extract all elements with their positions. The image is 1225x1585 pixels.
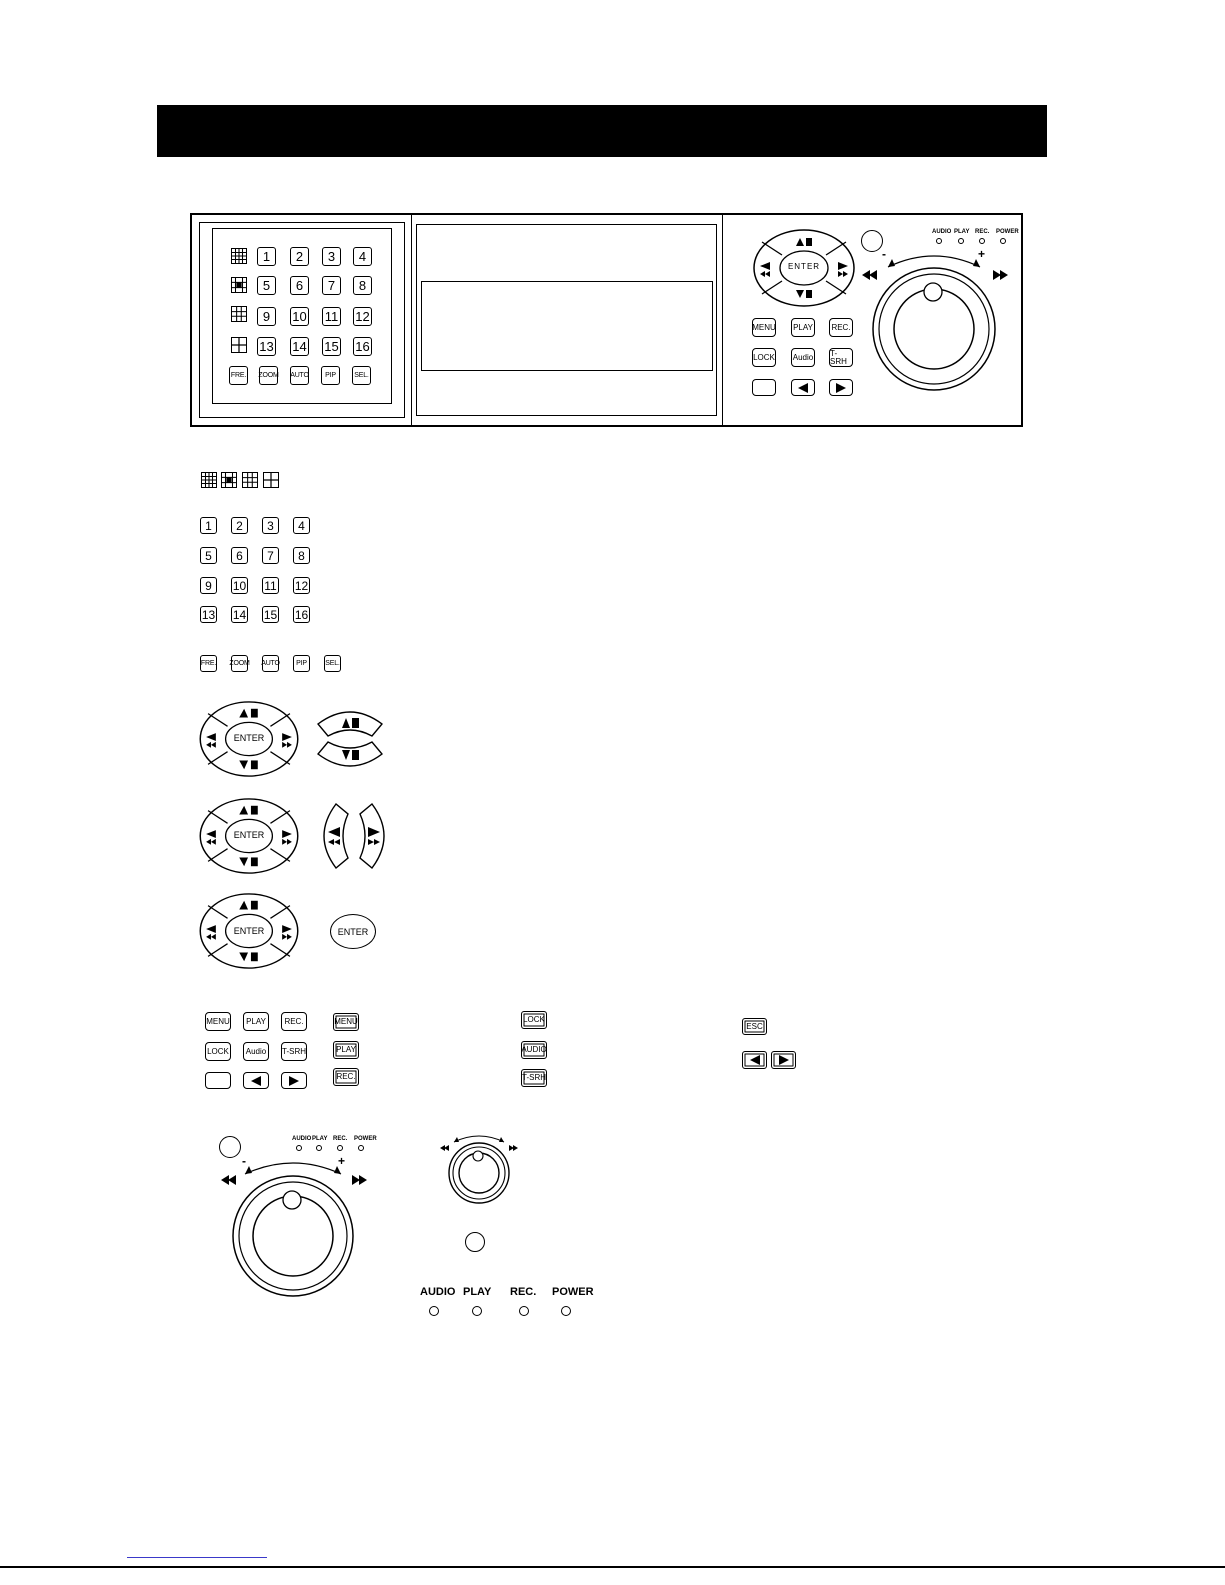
legend-left-key <box>742 1051 767 1069</box>
legend-channel-16-key: 16 <box>294 607 309 622</box>
legend-esc-button-blank <box>205 1072 231 1089</box>
legend-channel-3-key: 3 <box>262 517 279 534</box>
legend-led-large-0-indicator <box>429 1306 439 1316</box>
legend-func-2-key: AUTO <box>262 655 279 672</box>
legend-led-large-label-1: PLAY <box>463 1286 492 1298</box>
panel-key-3-button[interactable]: LOCK <box>752 348 776 367</box>
panel-led-label-2: REC. <box>975 229 990 235</box>
legend-enter-key: ENTER <box>330 914 376 949</box>
legend-channel-1-key: 1 <box>200 517 217 534</box>
panel-func-2-button[interactable]: AUTO <box>290 366 309 385</box>
legend-cluster-key-3: LOCK <box>205 1042 231 1061</box>
panel-channel-11-button[interactable]: 11 <box>322 307 341 326</box>
legend-jog-plus: + <box>338 1154 346 1168</box>
legend-enter-label-3: ENTER <box>233 926 265 936</box>
legend-channel-11-key: 11 <box>262 577 279 594</box>
legend-led-large-label-0: AUDIO <box>420 1286 456 1298</box>
legend-channel-14-key: 14 <box>232 607 247 622</box>
legend-channel-6-key: 6 <box>231 547 248 564</box>
split-9-icon[interactable] <box>231 277 247 293</box>
legend-channel-2-key: 2 <box>231 517 248 534</box>
display-window <box>421 281 713 371</box>
footer-link-underline <box>127 1557 267 1558</box>
legend-split-16-icon <box>201 472 217 488</box>
legend-lock-col-key-1: AUDIO <box>521 1041 547 1059</box>
legend-led-small-label-0: AUDIO <box>292 1136 312 1142</box>
panel-channel-12-button[interactable]: 12 <box>353 307 372 326</box>
legend-enter-label-1: ENTER <box>233 733 265 743</box>
legend-channel-9-key: 9 <box>200 577 217 594</box>
legend-left-right-keys <box>318 802 390 870</box>
legend-channel-8-key: 8 <box>293 547 310 564</box>
legend-right-key <box>771 1051 796 1069</box>
panel-led-label-0: AUDIO <box>932 229 952 235</box>
legend-led-large-1-indicator <box>472 1306 482 1316</box>
legend-channel-13-key: 13 <box>201 607 216 622</box>
legend-menu-col-key-0: MENU <box>333 1013 359 1031</box>
panel-left-button[interactable] <box>791 379 815 396</box>
panel-divider-left <box>411 215 412 425</box>
legend-channel-12-key: 12 <box>294 578 309 593</box>
legend-lock-col-key-2: T-SRH <box>521 1069 547 1087</box>
legend-jog-shuttle-small <box>438 1130 520 1206</box>
legend-led-large-3-indicator <box>561 1306 571 1316</box>
panel-channel-7-button[interactable]: 7 <box>322 276 341 295</box>
right-arrow-icon <box>835 383 847 393</box>
legend-left-button <box>243 1072 269 1089</box>
legend-led-small-0-indicator <box>296 1145 302 1151</box>
legend-led-large-label-2: REC. <box>510 1286 537 1298</box>
panel-right-button[interactable] <box>829 379 853 396</box>
legend-func-4-key: SEL. <box>324 655 341 672</box>
panel-key-4-button[interactable]: Audio <box>791 348 815 367</box>
legend-right-button <box>281 1072 307 1089</box>
legend-cluster-key-2: REC. <box>281 1012 307 1031</box>
panel-jog-plus: + <box>978 247 986 261</box>
legend-led-large-label-3: POWER <box>552 1286 594 1298</box>
panel-channel-4-button[interactable]: 4 <box>353 247 372 266</box>
panel-channel-5-button[interactable]: 5 <box>257 276 276 295</box>
panel-key-2-button[interactable]: REC. <box>829 318 853 337</box>
legend-cluster-key-4: Audio <box>243 1042 269 1061</box>
split-6-icon[interactable] <box>231 306 247 322</box>
left-arrow-icon <box>749 1055 761 1065</box>
panel-channel-2-button[interactable]: 2 <box>290 247 309 266</box>
legend-lock-col-key-0: LOCK <box>521 1011 547 1029</box>
panel-key-1-button[interactable]: PLAY <box>791 318 815 337</box>
panel-channel-9-button[interactable]: 9 <box>257 307 276 326</box>
panel-led-3-indicator <box>1000 238 1006 244</box>
panel-func-1-button[interactable]: ZOOM <box>259 366 278 385</box>
panel-func-3-button[interactable]: PIP <box>321 366 340 385</box>
panel-jog-shuttle[interactable] <box>858 245 1014 415</box>
right-arrow-icon <box>288 1076 300 1086</box>
legend-channel-15-key: 15 <box>263 607 278 622</box>
header-bar <box>157 105 1047 157</box>
panel-channel-10-button[interactable]: 10 <box>290 307 309 326</box>
legend-led-small-label-2: REC. <box>333 1136 348 1142</box>
legend-jog-shuttle-large <box>217 1152 373 1302</box>
panel-channel-16-button[interactable]: 16 <box>353 337 372 356</box>
legend-led-small-3-indicator <box>358 1145 364 1151</box>
panel-jog-minus: - <box>882 247 886 261</box>
panel-channel-8-button[interactable]: 8 <box>353 276 372 295</box>
panel-led-1-indicator <box>958 238 964 244</box>
panel-channel-3-button[interactable]: 3 <box>322 247 341 266</box>
legend-jog-minus: - <box>242 1154 246 1168</box>
legend-split-4-icon <box>263 472 279 488</box>
left-arrow-icon <box>797 383 809 393</box>
legend-channel-10-key: 10 <box>232 578 247 593</box>
left-arrow-icon <box>250 1076 262 1086</box>
legend-menu-col-key-2: REC. <box>333 1068 359 1086</box>
panel-channel-6-button[interactable]: 6 <box>290 276 309 295</box>
legend-cluster-key-1: PLAY <box>243 1012 269 1031</box>
legend-up-down-keys <box>316 706 384 772</box>
legend-channel-5-key: 5 <box>200 547 217 564</box>
panel-func-4-button[interactable]: SEL. <box>352 366 371 385</box>
footer-rule <box>0 1566 1225 1568</box>
panel-esc-button[interactable] <box>752 379 776 396</box>
legend-func-0-key: FRE. <box>200 655 217 672</box>
legend-func-1-key: ZOOM <box>231 655 248 672</box>
panel-enter-label[interactable]: ENTER <box>787 262 821 271</box>
legend-esc-key: ESC <box>742 1018 767 1035</box>
panel-led-label-3: POWER <box>996 229 1019 235</box>
legend-split-6-icon <box>242 472 258 488</box>
legend-led-small-label-3: POWER <box>354 1136 377 1142</box>
panel-channel-14-button[interactable]: 14 <box>290 337 309 356</box>
panel-channel-1-button[interactable]: 1 <box>257 247 276 266</box>
legend-ir-sensor-2 <box>465 1232 485 1252</box>
split-16-icon[interactable] <box>231 248 247 264</box>
panel-led-0-indicator <box>936 238 942 244</box>
right-arrow-icon <box>778 1055 790 1065</box>
panel-key-5-button[interactable]: T-SRH <box>829 348 853 367</box>
panel-led-2-indicator <box>979 238 985 244</box>
legend-channel-4-key: 4 <box>293 517 310 534</box>
legend-menu-col-key-1: PLAY <box>333 1041 359 1059</box>
legend-cluster-key-5: T-SRH <box>281 1042 307 1061</box>
panel-func-0-button[interactable]: FRE. <box>229 366 248 385</box>
legend-func-3-key: PIP <box>293 655 310 672</box>
panel-divider-right <box>722 215 723 425</box>
legend-split-9-icon <box>221 472 237 488</box>
legend-channel-7-key: 7 <box>262 547 279 564</box>
legend-cluster-key-0: MENU <box>205 1012 231 1031</box>
panel-led-label-1: PLAY <box>954 229 970 235</box>
legend-enter-label-2: ENTER <box>233 830 265 840</box>
panel-channel-13-button[interactable]: 13 <box>257 337 276 356</box>
legend-led-small-label-1: PLAY <box>312 1136 328 1142</box>
legend-led-large-2-indicator <box>519 1306 529 1316</box>
panel-key-0-button[interactable]: MENU <box>752 318 776 337</box>
panel-channel-15-button[interactable]: 15 <box>322 337 341 356</box>
legend-led-small-2-indicator <box>337 1145 343 1151</box>
split-4-icon[interactable] <box>231 337 247 353</box>
legend-led-small-1-indicator <box>316 1145 322 1151</box>
